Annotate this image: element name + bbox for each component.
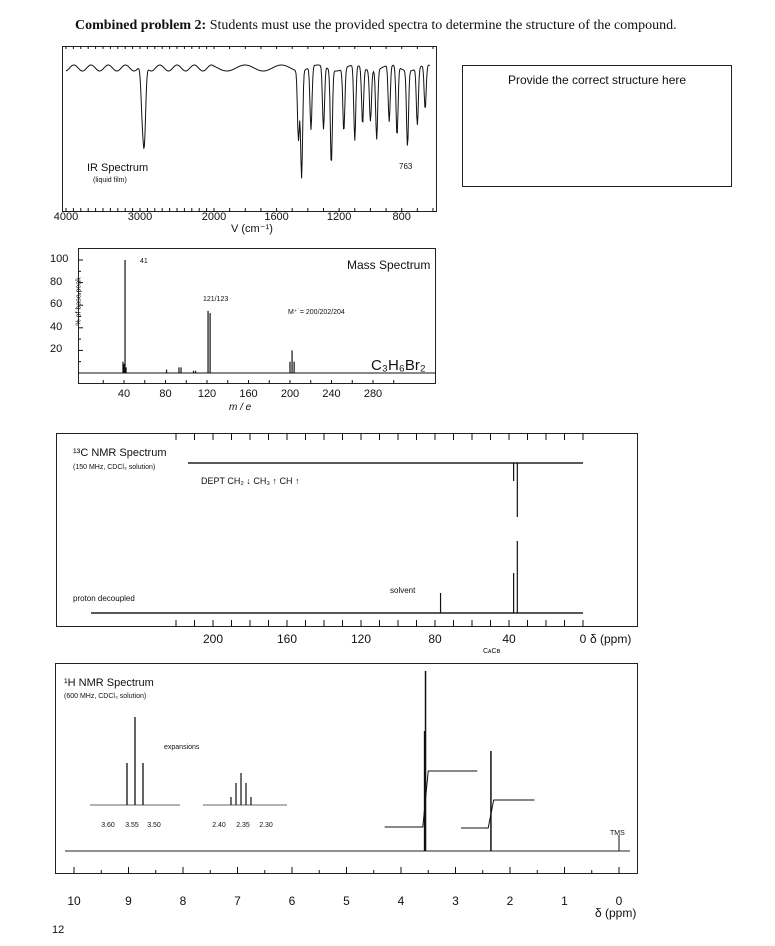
ir-spectrum-plot <box>62 46 437 212</box>
ms-formula: C₃H₆Br₂ <box>371 357 426 374</box>
c13-xticks-label: 200 <box>202 632 224 646</box>
c13-solvent-label: solvent <box>390 586 416 595</box>
h1-xticks-label: 5 <box>343 894 350 908</box>
h1-expansions-label: expansions <box>164 744 200 751</box>
c13-sub-label: CᴀCʙ <box>483 648 501 655</box>
problem-instruction: Students must use the provided spectra to determine the structure of the compound. <box>209 18 677 33</box>
h1-exp2-label: 2.35 <box>236 822 250 829</box>
ms-xticks-label: 40 <box>117 388 131 400</box>
ir-xticks-label: 1600 <box>264 211 289 223</box>
h1-exp1-label: 3.55 <box>125 822 139 829</box>
c13-xticks-label: 80 <box>428 632 442 646</box>
ir-xticks-label: 4000 <box>53 211 79 223</box>
h1-xticks-label: 8 <box>179 894 187 908</box>
ms-label-41: 41 <box>140 258 148 265</box>
ir-subtitle: (liquid film) <box>93 177 127 184</box>
ir-title: IR Spectrum <box>87 162 149 174</box>
h1-xticks-label: 9 <box>125 894 132 908</box>
h1-exp2-label: 2.40 <box>212 822 226 829</box>
ms-xticks-label: 200 <box>280 388 300 400</box>
page-title <box>75 18 677 34</box>
ms-xticks-label: 120 <box>197 388 217 400</box>
c13-unit: δ (ppm) <box>590 632 632 646</box>
h1-xticks-label: 1 <box>561 894 568 908</box>
c13-xticks-label: 40 <box>502 632 516 646</box>
h1-xticks-label: 6 <box>288 894 296 908</box>
ms-y-tick-label: 100 <box>50 253 69 265</box>
h1-xticks-label: 10 <box>67 894 81 908</box>
ms-xticks-label: 160 <box>239 388 258 400</box>
ms-xticks-label: 80 <box>159 388 172 400</box>
ms-xticks-label: 280 <box>363 388 383 400</box>
ms-title: Mass Spectrum <box>347 258 431 272</box>
ir-x-label: V (cm⁻¹) <box>231 223 273 235</box>
h1-exp2-label: 2.30 <box>259 822 273 829</box>
h1-xticks-label: 0 <box>615 894 623 908</box>
h1-xticks-label: 7 <box>234 894 241 908</box>
ms-y-tick-label: 80 <box>50 275 63 288</box>
h1-title: ¹H NMR Spectrum <box>64 677 154 689</box>
problem-label: Combined problem 2: <box>75 18 207 33</box>
c13-spectrum-plot <box>56 433 638 627</box>
ms-label-121: 121/123 <box>203 296 229 303</box>
ms-molecular-ion: M⁺˙= 200/202/204 <box>288 309 345 316</box>
answer-prompt: Provide the correct structure here <box>507 73 687 87</box>
h1-subtitle: (600 MHz, CDCl₃ solution) <box>64 693 147 700</box>
ms-xticks-label: 240 <box>322 388 341 400</box>
ms-y-tick-label: 60 <box>50 298 63 311</box>
c13-xticks-label: 160 <box>276 632 298 646</box>
ms-x-label: m / e <box>229 402 252 413</box>
ir-xticks-label: 3000 <box>127 211 153 223</box>
c13-dept-label: DEPT CH₂ ↓ CH₃ ↑ CH ↑ <box>201 476 300 486</box>
c13-xticks-label: 120 <box>350 632 372 646</box>
c13-xticks-label: 0 <box>579 632 587 646</box>
structure-answer-box[interactable] <box>462 65 732 187</box>
h1-integral-2 <box>461 800 535 828</box>
ms-y-tick-label: 40 <box>50 320 63 333</box>
ir-xticks-label: 2000 <box>201 211 227 223</box>
ir-xticks-label: 1200 <box>326 211 352 223</box>
ir-xticks-label: 800 <box>392 211 411 223</box>
c13-title: ¹³C NMR Spectrum <box>73 447 167 459</box>
page-number: 12 <box>52 924 65 936</box>
c13-decoupled-label: proton decoupled <box>73 594 135 603</box>
h1-exp1-label: 3.60 <box>101 822 115 829</box>
h1-unit: δ (ppm) <box>595 906 637 920</box>
ms-y-label: % of base peak <box>75 277 83 326</box>
h1-xticks-label: 4 <box>397 894 405 908</box>
h1-xticks-label: 2 <box>506 894 514 908</box>
ms-y-tick-label: 20 <box>50 343 63 356</box>
h1-xticks-label: 3 <box>452 894 459 908</box>
ir-peak-label: 763 <box>399 162 413 171</box>
h1-integral-1 <box>385 771 478 827</box>
h1-tms-label: TMS <box>610 830 625 837</box>
h1-exp1-label: 3.50 <box>147 822 161 829</box>
c13-subtitle: (150 MHz, CDCl₃ solution) <box>73 464 156 471</box>
